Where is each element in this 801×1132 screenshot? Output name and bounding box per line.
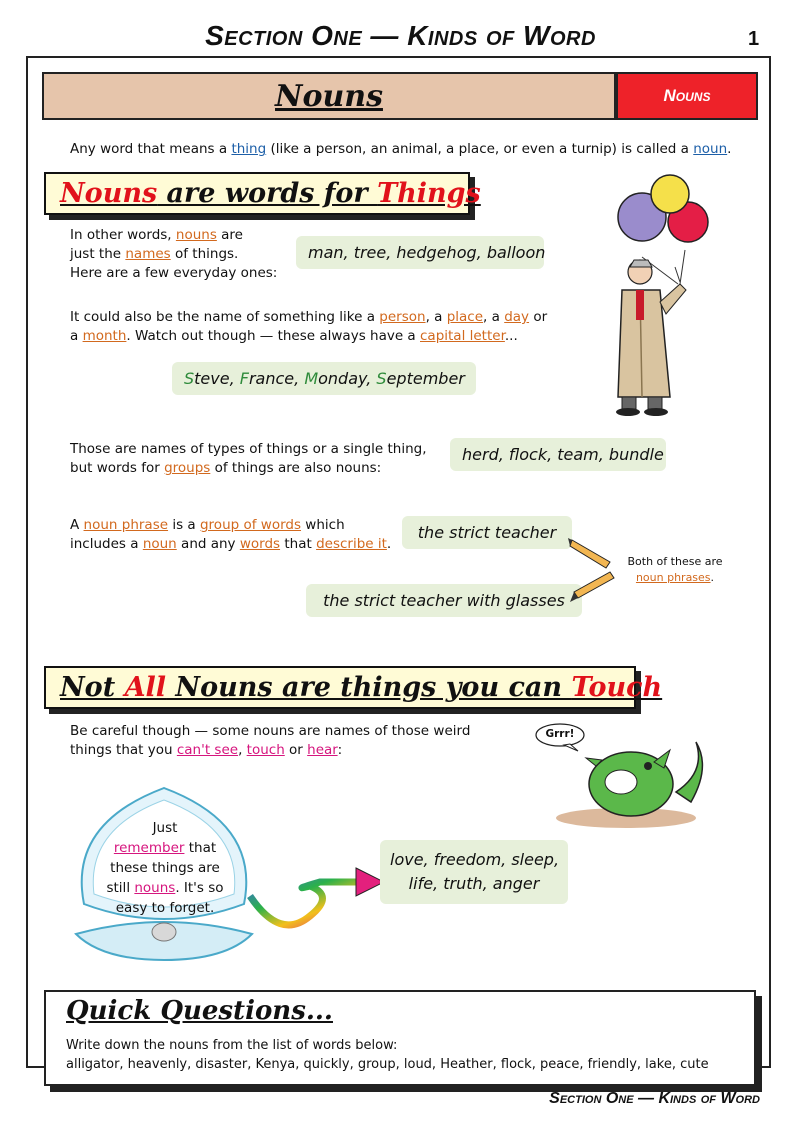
page-number: 1 bbox=[748, 28, 760, 50]
banner-title: Nouns bbox=[275, 78, 383, 114]
shell-text: Just remember that these things are still nouns. It's so easy to forget. bbox=[106, 820, 224, 916]
thing-term: thing bbox=[231, 141, 267, 157]
proper-nouns-paragraph: It could also be the name of something like a person, a place, a day or a month. Watch out though — these always have a capital letter... bbox=[70, 309, 548, 344]
nouns-definition: In other words, nouns are just the names of things. Here are a few everyday ones: bbox=[70, 227, 278, 281]
heading-things: Nouns are words for Things bbox=[44, 172, 470, 215]
page-footer: Section One — Kinds of Word bbox=[549, 1090, 760, 1107]
balloon-man-illustration bbox=[600, 172, 712, 420]
page-header-title: Section One — Kinds of Word bbox=[205, 20, 596, 51]
quick-questions-text: Write down the nouns from the list of words below: alligator, heavenly, disaster, Kenya, quickly, group, loud, Heather, flock, peace, friendly, lake, cute bbox=[66, 1038, 709, 1072]
noun-term: noun bbox=[693, 141, 728, 157]
abstract-nouns-paragraph: Be careful though — some nouns are names of those weird things that you can't see, touch or hear: bbox=[70, 723, 471, 758]
example-collective-nouns: herd, flock, team, bundle bbox=[450, 438, 666, 471]
noun-phrase-paragraph: A noun phrase is a group of words which includes a noun and any words that describe it. bbox=[70, 517, 392, 552]
example-abstract-nouns: love, freedom, sleep, life, truth, anger bbox=[380, 840, 568, 904]
noun-phrases-note: Both of these are noun phrases. bbox=[627, 555, 723, 584]
section-banner bbox=[42, 72, 616, 120]
example-noun-phrase-2: the strict teacher with glasses bbox=[306, 584, 582, 617]
example-noun-phrase-1: the strict teacher bbox=[402, 516, 572, 549]
intro-paragraph: Any word that means a thing (like a person, an animal, a place, or even a turnip) is called a noun. bbox=[70, 141, 732, 157]
grrr-text: Grrr! bbox=[545, 728, 575, 740]
example-proper-nouns: Steve, France, Monday, September bbox=[172, 362, 476, 395]
collective-nouns-paragraph: Those are names of types of things or a single thing, but words for groups of things are also nouns: bbox=[70, 441, 427, 476]
quick-questions-title: Quick Questions... bbox=[66, 996, 333, 1026]
heading-touch: Not All Nouns are things you can Touch bbox=[44, 666, 636, 709]
pencil-icons bbox=[568, 534, 618, 604]
example-everyday-nouns: man, tree, hedgehog, balloon bbox=[296, 236, 544, 269]
section-tab: Nouns bbox=[616, 72, 758, 120]
rainbow-arrow bbox=[240, 846, 390, 946]
